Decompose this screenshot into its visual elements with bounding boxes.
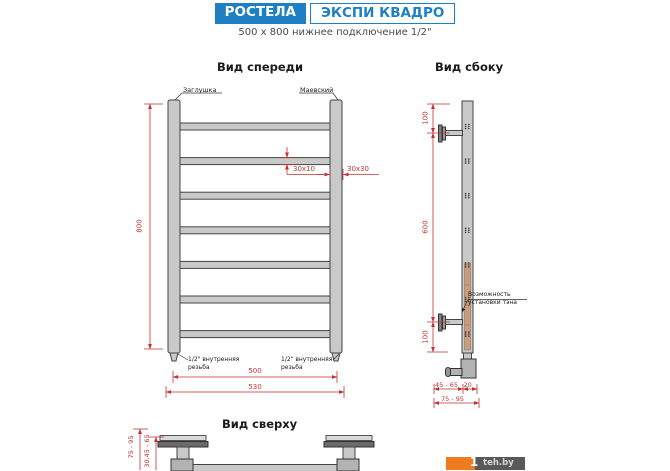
dim-post-profile: 30x30 [347, 165, 369, 173]
dim-depth-20: 20 [463, 380, 472, 389]
top-view-body [158, 436, 374, 471]
dim-rung-profile: 30x10 [293, 165, 315, 173]
dim-depth-45-65: 45 - 65 [435, 380, 459, 389]
heater-note: Возможность установки тэна [468, 291, 517, 306]
thread-label-right: 1/2" внутренняя резьба [281, 356, 333, 371]
side-view-body [439, 101, 477, 378]
dim-width-530: 530 [248, 382, 262, 391]
rung [180, 123, 330, 130]
model-badge: ЭКСПИ КВАДРО [310, 3, 455, 24]
thread-label-left: 1/2" внутренняя резьба [188, 356, 240, 371]
rung [180, 192, 330, 199]
front-view-title: Вид спереди [216, 60, 304, 74]
watermark-prefix: 1 [469, 455, 479, 469]
dim-width-500: 500 [248, 367, 262, 375]
rung [180, 331, 330, 338]
cap-label: Заглушка [183, 85, 217, 94]
rung [180, 158, 330, 165]
rung [180, 261, 330, 268]
dim-height-800: 800 [135, 219, 144, 233]
dim-top-75-95: 75 - 95 [126, 435, 135, 459]
dim-side-bottom-100: 100 [421, 330, 430, 344]
rung [180, 296, 330, 303]
watermark-dark-block [475, 457, 525, 470]
dim-depth-75-95: 75 - 95 [441, 394, 465, 403]
dim-side-600: 600 [421, 220, 430, 234]
front-view-rungs [180, 123, 330, 338]
dim-side-top-100: 100 [421, 111, 430, 125]
dim-top-30-45-65: 30,45 - 65 [142, 434, 151, 468]
subtitle: 500 x 800 нижнее подключение 1/2" [238, 27, 432, 38]
rung [180, 227, 330, 234]
side-view-title: Вид сбоку [435, 60, 504, 74]
valve-label: Маевский [300, 85, 334, 94]
top-view-title: Вид сверху [222, 417, 298, 431]
brand-badge: РОСТЕЛА [215, 3, 306, 24]
watermark-site-text: teh.by [483, 458, 514, 468]
